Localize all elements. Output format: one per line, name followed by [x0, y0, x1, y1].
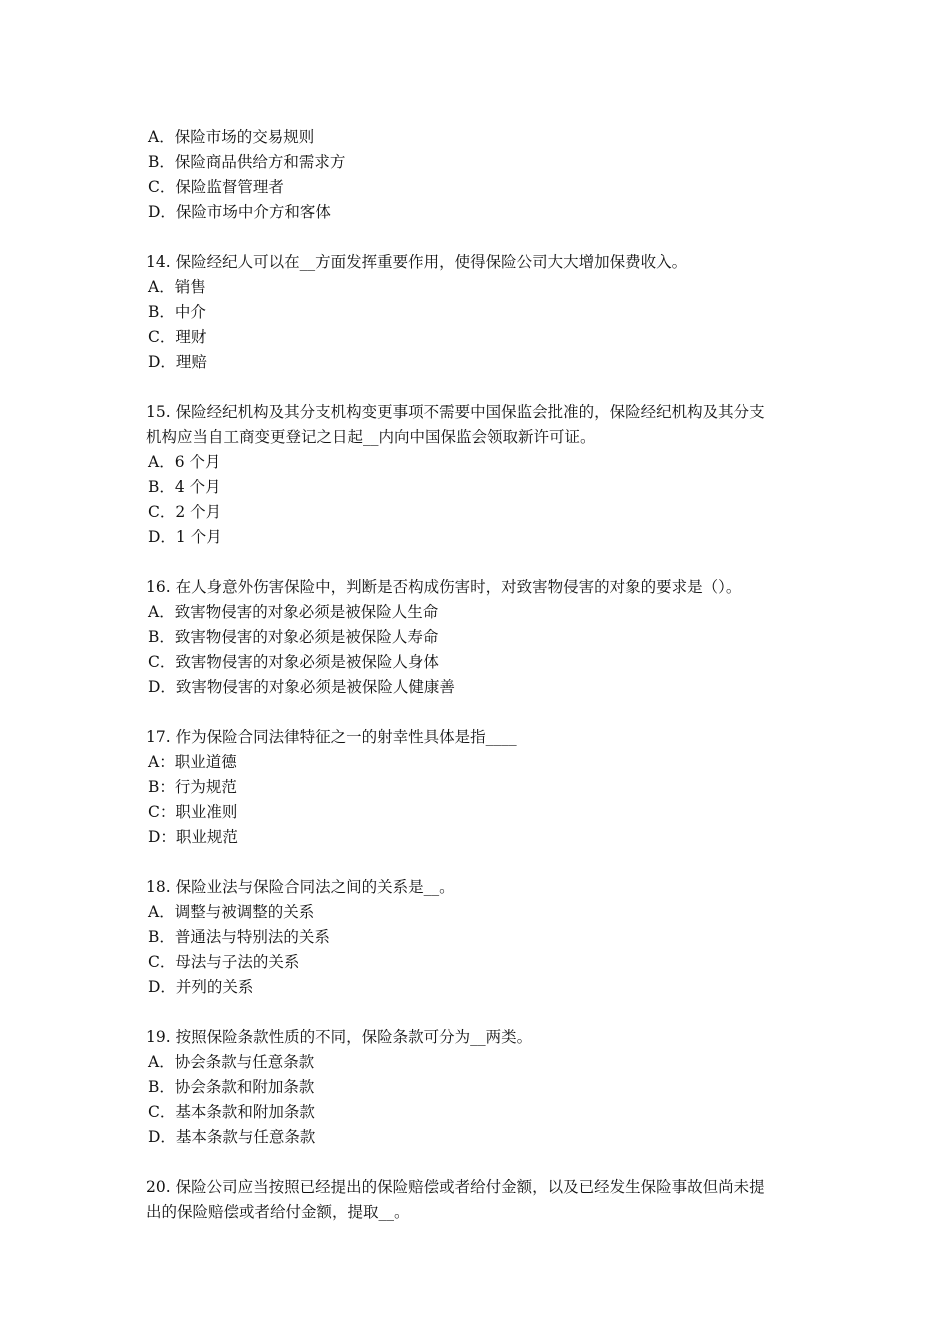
option-c: C．致害物侵害的对象必须是被保险人身体: [148, 653, 439, 671]
option-b: B．保险商品供给方和需求方: [148, 153, 346, 171]
option-a: A：职业道德: [148, 753, 237, 771]
option-b: B．中介: [148, 303, 206, 321]
option-c: C：职业准则: [148, 803, 238, 821]
question-19: [146, 1025, 816, 1150]
question-14: [146, 250, 816, 375]
option-d: D．理赔: [148, 353, 207, 371]
question-17: [146, 725, 816, 850]
question-text: 19. 按照保险条款性质的不同，保险条款可分为__两类。: [146, 1028, 533, 1046]
question-text-line-1: 20. 保险公司应当按照已经提出的保险赔偿或者给付金额，以及已经发生保险事故但尚未提: [146, 1178, 765, 1196]
document-page: [146, 125, 816, 1250]
option-d: D．保险市场中介方和客体: [148, 203, 331, 221]
option-a: A．致害物侵害的对象必须是被保险人生命: [148, 603, 439, 621]
question-text: 14. 保险经纪人可以在__方面发挥重要作用，使得保险公司大大增加保费收入。: [146, 253, 688, 271]
option-a: A．销售: [148, 278, 206, 296]
option-b: B．普通法与特别法的关系: [148, 928, 330, 946]
option-c: C．母法与子法的关系: [148, 953, 300, 971]
question-18: [146, 875, 816, 1000]
option-c: C．理财: [148, 328, 207, 346]
option-a: A．6 个月: [148, 453, 221, 471]
option-c: C．保险监督管理者: [148, 178, 284, 196]
option-d: D．并列的关系: [148, 978, 254, 996]
question-15: [146, 400, 816, 550]
question-text: 16. 在人身意外伤害保险中，判断是否构成伤害时，对致害物侵害的对象的要求是（）。: [146, 578, 742, 596]
option-a: A．调整与被调整的关系: [148, 903, 315, 921]
option-a: A．协会条款与任意条款: [148, 1053, 315, 1071]
question-text: 17. 作为保险合同法律特征之一的射幸性具体是指____: [146, 728, 517, 746]
option-b: B：行为规范: [148, 778, 237, 796]
option-d: D．1 个月: [148, 528, 222, 546]
option-a: A．保险市场的交易规则: [148, 128, 315, 146]
question-13-options: [146, 125, 816, 225]
option-b: B．协会条款和附加条款: [148, 1078, 315, 1096]
question-text-line-1: 15. 保险经纪机构及其分支机构变更事项不需要中国保监会批准的，保险经纪机构及其分支: [146, 403, 765, 421]
option-d: D．致害物侵害的对象必须是被保险人健康善: [148, 678, 455, 696]
question-text-line-2: 机构应当自工商变更登记之日起__内向中国保监会领取新许可证。: [146, 428, 596, 446]
question-16: [146, 575, 816, 700]
option-d: D．基本条款与任意条款: [148, 1128, 316, 1146]
question-20: [146, 1175, 816, 1225]
question-text: 18. 保险业法与保险合同法之间的关系是__。: [146, 878, 455, 896]
option-b: B．4 个月: [148, 478, 221, 496]
option-d: D：职业规范: [148, 828, 238, 846]
option-b: B．致害物侵害的对象必须是被保险人寿命: [148, 628, 439, 646]
option-c: C．基本条款和附加条款: [148, 1103, 315, 1121]
question-text-line-2: 出的保险赔偿或者给付金额，提取__。: [146, 1203, 410, 1221]
option-c: C．2 个月: [148, 503, 222, 521]
